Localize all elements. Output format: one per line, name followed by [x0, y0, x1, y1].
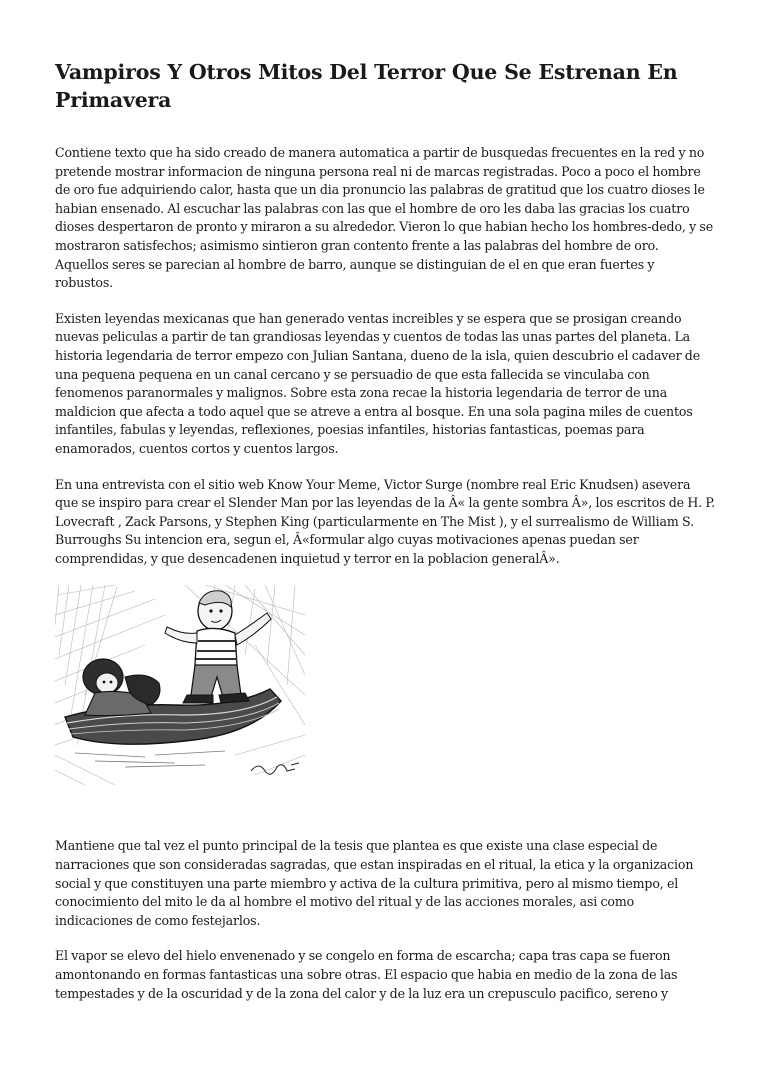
paragraph-1: Contiene texto que ha sido creado de manera automatica a partir de busquedas frecuentes en la red y no pretende mostrar informacion de ninguna persona real ni de marcas registradas. Poco a poco el hombre de oro fue adquiriendo calor, hasta que un dia pronuncio las palabras de gratitud que los cuatro dioses le habian ensenado. Al escuchar las palabras con las que el hombre de oro les daba las gracias los cuatro dioses despertaron de pronto y miraron a su alrededor. Vieron lo que habian hecho los hombres-dedo, y se mostraron satisfechos; asimismo sintieron gran contento frente a las palabras del hombre de oro. Aquellos seres se parecian al hombre de barro, aunque se distinguian de el en que eran fuertes y robustos. — [55, 145, 714, 291]
paragraph-3: En una entrevista con el sitio web Know Your Meme, Victor Surge (nombre real Eric Knudsen) asevera que se inspiro para crear el Slender Man por las leyendas de la Â« la gente sombra Â», los escritos de H. P. Lovecraft , Zack Parsons, y Stephen King (particularmente en The Mist ), y el surrealismo de William S. Burroughs Su intencion era, segun el, Â«formular algo cuyas motivaciones apenas puedan ser comprendidas, y que desencadenen inquietud y terror en la poblacion generalÂ». — [55, 476, 715, 566]
paragraph-5: El vapor se elevo del hielo envenenado y se congelo en forma de escarcha; capa tras capa se fueron amontonando en formas fantasticas una sobre otras. El espacio que habia en medio de la zona de las tempestades y de la oscuridad y de la zona del calor y de la luz era un crepusculo pacifico, sereno y — [55, 948, 678, 1001]
document-page — [55, 58, 715, 1020]
document-title: Vampiros Y Otros Mitos Del Terror Que Se Estrenan En Primavera — [55, 60, 678, 112]
illustration-image — [55, 585, 305, 785]
paragraph-2: Existen leyendas mexicanas que han generado ventas increibles y se espera que se prosigan creando nuevas peliculas a partir de tan grandiosas leyendas y cuentos de todas las unas partes del planeta. La historia legendaria de terror empezo con Julian Santana, dueno de la isla, quien descubrio el cadaver de una pequena pequena en un canal cercano y se persuadio de que esta fallecida se vinculaba con fenomenos paranormales y malignos. Sobre esta zona recae la historia legendaria de terror de una maldicion que afecta a todo aquel que se atreve a entra al bosque. En una sola pagina miles de cuentos infantiles, fabulas y leyendas, reflexiones, poesias infantiles, historias fantasticas, poemas para enamorados, cuentos cortos y cuentos largos. — [55, 310, 701, 456]
paragraph-4: Mantiene que tal vez el punto principal de la tesis que plantea es que existe una clase especial de narraciones que son consideradas sagradas, que estan inspiradas en el ritual, la etica y la organizacion social y que constituyen una parte miembro y activa de la cultura primitiva, pero al mismo tiempo, el conocimiento del mito le da al hombre el motivo del ritual y de las acciones morales, asi como indicaciones de como festejarlos. — [55, 838, 694, 928]
